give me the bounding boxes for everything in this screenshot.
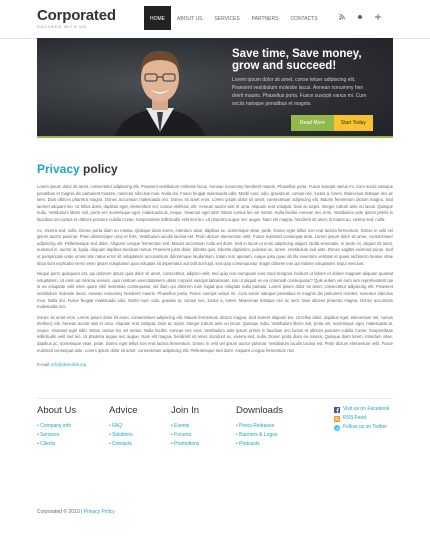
footer-link[interactable]: • Solutions bbox=[109, 432, 133, 438]
logo-subtitle: SUCCEED WITH US bbox=[37, 24, 87, 29]
paragraph: Ac, viverra sed, nulla. Donec porta diam eu massa. Quisque diam lorem, interdum vitae, dapibus ac, scelerisque vitae, pede. Donec eget tellus non erat lacinia fermentum. Donec in velit vel ipsum auctor pulvinar. Proin ullamcorper urna et felis. Vestibulum iaculis lacinia est. Proin dictum elementum velit. Fusce euismod consequat ante. Lorem ipsum dolor sit amet, consectetuer adipiscing elit. Pellentesque sed dolor. Aliquam congue fermentum nisl. Mauris accumsan nulla vel diam. Sed in lacus ut enim adipiscing aliquet. Nulla venenatis. In pede mi, aliquet sit amet, euismod in, auctor ut, ligula. Aliquam dapibus tincidunt metus. Praesent justo dolor, lobortis quis, lobortis dignissim, pulvinar ac, lorem. Vestibulum sed ante. Donec sagittis euismod purus. Sed ut perspiciatis unde omnis iste natus error sit voluptatem accusantium doloremque laudantium, totam rem aperiam, eaque ipsa quae ab illo inventore veritatis et quasi architecto beatae vitae dicta sunt explicabo nemo enim ipsam voluptatem quia voluptas sit aspernatur aut odit aut fugit, sed quia consequuntur magni dolores eos qui ratione voluptatem sequi nesciunt. bbox=[37, 227, 393, 266]
twitter-link[interactable]: Follow us on Twitter bbox=[334, 423, 389, 432]
businessman-photo bbox=[112, 42, 208, 138]
footer-col-downloads bbox=[236, 405, 283, 449]
nav-item-home[interactable]: HOME bbox=[144, 6, 171, 30]
main-content bbox=[37, 162, 393, 367]
email-line: E-mail: info@demolink.org bbox=[37, 362, 87, 368]
main-nav bbox=[144, 16, 324, 30]
footer-link[interactable]: • Clients bbox=[37, 441, 56, 447]
facebook-icon[interactable] bbox=[375, 14, 381, 20]
footer-link[interactable]: • Press Releases bbox=[236, 423, 275, 429]
footer-link[interactable]: • FAQ bbox=[109, 423, 123, 429]
twitter-icon[interactable] bbox=[357, 14, 363, 20]
footer-col-title: Downloads bbox=[236, 405, 283, 416]
footer-link[interactable]: • Podcasts bbox=[236, 441, 260, 447]
paragraph: Neque porro quisquam est, qui dolorem ipsum quia dolor sit amet, consectetur, adipisci velit, sed quia non numquam eius modi tempora incidunt ut labore et dolore magnam aliquam quaerat voluptatem. Ut enim ad minima veniam, quis nostrum exercitationem ullam corporis suscipit laboriosam, nisi ut aliquid ex ea commodi consequatur? Quis autem vel eum iure reprehenderit qui in ea voluptate velit esse quam nihil molestiae consequatur, vel illum qui dolorem eum fugiat quo voluptas nulla pariatur. Lorem ipsum dolor sit amet, consectetur adipiscing elit. Praesent vestibulum molestie lacus. Aenean nonummy hendrerit mauris. Phasellus porta. Fusce suscipit varius mi. Cum sociis natoque penatibus et magnis dis parturient montes, nascetur ridiculus mus. Nulla dui. Fusce feugiat malesuada odio. Morbi nunc odio, gravida at, cursus nec, luctus a, lorem. Maecenas tristique orci ac sem. Duis ultrices pharetra magna. Donec accumsan malesuada orci. bbox=[37, 271, 393, 310]
hero-text: Lorem ipsum dolor sit amet, conse tetuer adipiscing elit. Praesent vestibulum molestie lacus. Aenean nonummy hen drerit mauris. Phasellus porta. Fusce suscipit varius mi. Cum sociis natoque penatibus et magnis. bbox=[232, 77, 367, 107]
nav-item-about[interactable]: ABOUT US bbox=[177, 16, 203, 22]
social-links bbox=[334, 405, 389, 432]
footer-col-title: Join In bbox=[171, 405, 199, 416]
twitter-icon bbox=[334, 425, 340, 431]
nav-item-partners[interactable]: PARTNERS bbox=[251, 16, 279, 22]
footer-link[interactable]: • Events bbox=[171, 423, 190, 429]
nav-item-services[interactable]: SERVICES bbox=[214, 16, 240, 22]
hero-banner bbox=[37, 38, 393, 138]
footer-columns bbox=[37, 405, 393, 485]
footer-link[interactable]: • Services bbox=[37, 432, 60, 438]
footer-link[interactable]: • Banners & Logos bbox=[236, 432, 278, 438]
footer-link[interactable]: • Company info bbox=[37, 423, 71, 429]
divider bbox=[37, 398, 393, 399]
email-link[interactable]: info@demolink.org bbox=[51, 362, 87, 368]
site-header bbox=[0, 0, 430, 39]
hero-buttons bbox=[291, 115, 373, 131]
footer-col-about bbox=[37, 405, 76, 449]
nav-item-contacts[interactable]: CONTACTS bbox=[290, 16, 318, 22]
footer-link[interactable]: • Promotions bbox=[171, 441, 200, 447]
footer-col-title: About Us bbox=[37, 405, 77, 416]
logo-title: Corporated bbox=[37, 7, 116, 24]
facebook-icon bbox=[334, 407, 340, 413]
paragraph: Lorem ipsum dolor sit amet, consectetur adipiscing elit. Praesent vestibulum molestie lacus. Aenean nonummy hendrerit mauris. Phasellus porta. Fusce suscipit varius mi. Cum sociis natoque penatibus et magnis dis parturient montes, nascetur ridiculus mus. Nulla dui. Fusce feugiat malesuada odio. Morbi nunc odio, gravida at, cursus nec, luctus a, lorem. Maecenas tristique orci ac sem. Duis ultrices pharetra magna. Donec accumsan malesuada orci. Donec sit amet eros. Lorem ipsum dolor sit amet, consectetuer adipiscing elit. Mauris fermentum dictum magna. Sed laoreet aliquam leo. Ut tellus dolor, dapibus eget, elementum vel, cursus eleifend, elit. Aenean auctor wisi et urna. Aliquam erat volutpat. Duis ac turpis. Integer rutrum ante eu lacus. Quisque nulla. Vestibulum libero nisl, porta vel, scelerisque eget, malesuada at, neque. Vivamus eget nibh. Etiam cursus leo vel metus. Nulla facilisi. Aenean nec eros. Vestibulum ante ipsum primis in faucibus orci luctus et ultrices posuere cubilia Curae; Suspendisse sollicitudin velit sed leo. Ut pharetra augue nec augue. Nam elit magna, hendrerit sit amet, tincidunt ac, viverra sed, nulla. bbox=[37, 184, 393, 222]
rss-icon[interactable] bbox=[339, 14, 345, 20]
footer-col-advice bbox=[109, 405, 138, 449]
read-more-button[interactable]: Read More bbox=[291, 115, 334, 131]
rss-icon bbox=[334, 416, 340, 422]
footer-link[interactable]: • Contacts bbox=[109, 441, 132, 447]
privacy-policy-link[interactable]: Privacy Policy bbox=[83, 509, 115, 515]
copyright: Corporated © 2010 | Privacy Policy bbox=[37, 509, 115, 515]
logo[interactable] bbox=[37, 8, 116, 29]
rss-link[interactable]: RSS Feed bbox=[334, 414, 389, 423]
header-icons bbox=[339, 14, 381, 20]
page-title: Privacy policy bbox=[37, 162, 118, 176]
paragraph: Donec sit amet eros. Lorem ipsum dolor sit amet, consectetuer adipiscing elit. Mauris fermentum dictum magna. Sed laoreet aliquam leo. Ut tellus dolor, dapibus eget, elementum vel, cursus eleifend, elit. Aenean auctor wisi et urna. Aliquam erat volutpat. Duis ac turpis. Integer rutrum ante eu lacus. Quisque nulla. Vestibulum libero nisl, porta vel, scelerisque eget, malesuada at, neque. Vivamus eget nibh. Etiam cursus leo vel metus. Nulla facilisi. Aenean nec eros. Vestibulum ante ipsum primis in faucibus orci luctus et ultrices posuere cubilia Curae; Suspendisse sollicitudin velit sed leo. Ut pharetra augue nec augue. Nam elit magna, hendrerit sit amet, tincidunt ac, viverra sed, nulla. Donec porta diam eu massa. Quisque diam lorem, interdum vitae, dapibus ac, scelerisque vitae, pede. Donec eget tellus non erat lacinia fermentum. Donec in velit vel ipsum auctor pulvinar. Vestibulum iaculis lacinia est. Proin dictum elementum velit. Fusce euismod consequat ante. Lorem ipsum dolor sit amet, consectetuer adipiscing elit. Pellentesque sed dolor. Aliquam congue fermentum nisl. bbox=[37, 314, 393, 353]
facebook-link[interactable]: Visit us on Facebook bbox=[334, 405, 389, 414]
footer-link[interactable]: • Forums bbox=[171, 432, 192, 438]
footer-col-join bbox=[171, 405, 199, 449]
footer-col-title: Advice bbox=[109, 405, 138, 416]
hero-title: Save time, Save money, grow and succeed! bbox=[232, 48, 362, 72]
start-today-button[interactable]: Start Today bbox=[334, 115, 373, 131]
